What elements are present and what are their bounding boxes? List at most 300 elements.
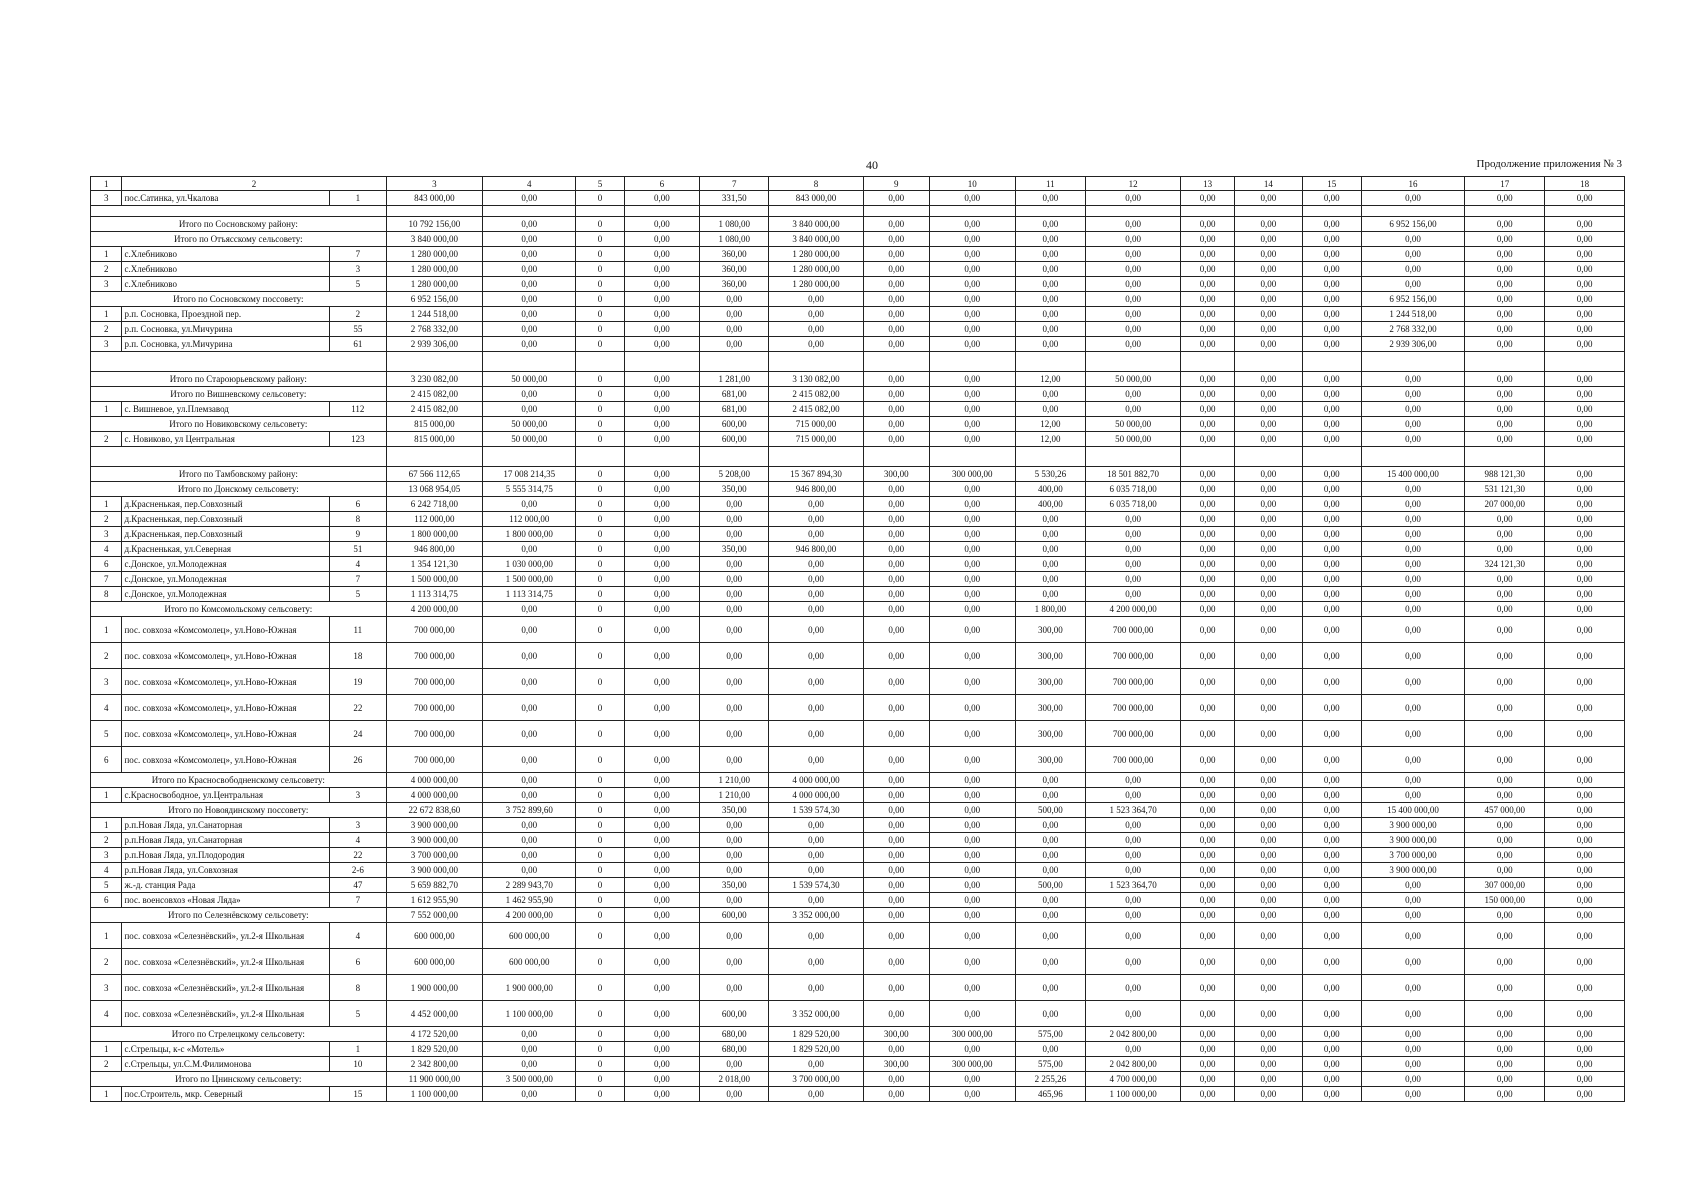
value-col-10: 0,00 — [929, 247, 1015, 262]
value-col-12: 0,00 — [1085, 542, 1180, 557]
value-col-12: 1 523 364,70 — [1085, 878, 1180, 893]
empty-cell — [1015, 206, 1085, 217]
value-col-7: 0,00 — [700, 848, 769, 863]
value-col-11: 0,00 — [1015, 773, 1085, 788]
value-col-8: 1 829 520,00 — [769, 1042, 863, 1057]
value-col-15: 0,00 — [1302, 402, 1361, 417]
value-col-10: 0,00 — [929, 527, 1015, 542]
value-col-7: 0,00 — [700, 602, 769, 617]
value-col-8: 0,00 — [769, 587, 863, 602]
row-index: 4 — [91, 863, 122, 878]
value-col-14: 0,00 — [1234, 747, 1302, 773]
value-col-10: 0,00 — [929, 432, 1015, 447]
value-col-14: 0,00 — [1234, 557, 1302, 572]
value-col-18: 0,00 — [1545, 482, 1625, 497]
value-col-9: 0,00 — [863, 417, 929, 432]
value-col-16: 0,00 — [1361, 1042, 1465, 1057]
value-col-12: 50 000,00 — [1085, 417, 1180, 432]
value-col-5: 0 — [576, 527, 624, 542]
value-col-13: 0,00 — [1181, 292, 1234, 307]
value-col-16: 0,00 — [1361, 617, 1465, 643]
value-col-10: 0,00 — [929, 1087, 1015, 1102]
value-col-17: 0,00 — [1465, 277, 1545, 292]
value-col-13: 0,00 — [1181, 803, 1234, 818]
value-col-6: 0,00 — [624, 387, 699, 402]
value-col-9: 0,00 — [863, 669, 929, 695]
value-col-13: 0,00 — [1181, 1042, 1234, 1057]
value-col-14: 0,00 — [1234, 1087, 1302, 1102]
value-col-5: 0 — [576, 1001, 624, 1027]
value-col-8: 0,00 — [769, 848, 863, 863]
value-col-13: 0,00 — [1181, 232, 1234, 247]
value-col-6: 0,00 — [624, 908, 699, 923]
value-col-7: 600,00 — [700, 417, 769, 432]
value-col-6: 0,00 — [624, 232, 699, 247]
value-col-9: 300,00 — [863, 1057, 929, 1072]
value-col-4: 0,00 — [483, 1042, 576, 1057]
empty-cell — [700, 352, 769, 372]
value-col-7: 0,00 — [700, 975, 769, 1001]
value-col-17: 0,00 — [1465, 1027, 1545, 1042]
house-number: 2 — [330, 307, 387, 322]
row-index: 3 — [91, 191, 122, 206]
value-col-14: 0,00 — [1234, 975, 1302, 1001]
empty-cell — [1234, 352, 1302, 372]
value-col-10: 0,00 — [929, 1042, 1015, 1057]
value-col-3: 1 612 955,90 — [386, 893, 482, 908]
value-col-11: 0,00 — [1015, 848, 1085, 863]
empty-cell — [576, 206, 624, 217]
value-col-14: 0,00 — [1234, 818, 1302, 833]
value-col-3: 843 000,00 — [386, 191, 482, 206]
value-col-4: 1 800 000,00 — [483, 527, 576, 542]
value-col-7: 681,00 — [700, 387, 769, 402]
spacer-row — [91, 447, 1625, 467]
header-row — [91, 177, 1625, 191]
value-col-5: 0 — [576, 643, 624, 669]
empty-cell — [769, 352, 863, 372]
value-col-16: 0,00 — [1361, 878, 1465, 893]
value-col-15: 0,00 — [1302, 893, 1361, 908]
value-col-14: 0,00 — [1234, 617, 1302, 643]
subtotal-label: Итого по Вишневскому сельсовету: — [91, 387, 387, 402]
value-col-6: 0,00 — [624, 949, 699, 975]
value-col-16: 0,00 — [1361, 949, 1465, 975]
value-col-10: 0,00 — [929, 949, 1015, 975]
value-col-16: 1 244 518,00 — [1361, 307, 1465, 322]
house-number: 11 — [330, 617, 387, 643]
empty-cell — [1181, 206, 1234, 217]
value-col-13: 0,00 — [1181, 191, 1234, 206]
value-col-11: 0,00 — [1015, 572, 1085, 587]
value-col-5: 0 — [576, 292, 624, 307]
value-col-8: 1 539 574,30 — [769, 878, 863, 893]
value-col-7: 600,00 — [700, 908, 769, 923]
value-col-11: 0,00 — [1015, 247, 1085, 262]
house-number: 47 — [330, 878, 387, 893]
value-col-9: 0,00 — [863, 818, 929, 833]
value-col-14: 0,00 — [1234, 721, 1302, 747]
empty-cell — [1085, 206, 1180, 217]
value-col-4: 50 000,00 — [483, 372, 576, 387]
value-col-16: 0,00 — [1361, 277, 1465, 292]
value-col-9: 0,00 — [863, 402, 929, 417]
value-col-14: 0,00 — [1234, 307, 1302, 322]
value-col-6: 0,00 — [624, 292, 699, 307]
value-col-13: 0,00 — [1181, 417, 1234, 432]
address-row — [91, 497, 1625, 512]
value-col-4: 3 752 899,60 — [483, 803, 576, 818]
value-col-16: 0,00 — [1361, 512, 1465, 527]
address-cell: д.Красненькая, пер.Совхозный — [122, 512, 330, 527]
value-col-6: 0,00 — [624, 247, 699, 262]
value-col-18: 0,00 — [1545, 949, 1625, 975]
address-row — [91, 307, 1625, 322]
value-col-6: 0,00 — [624, 803, 699, 818]
house-number: 22 — [330, 695, 387, 721]
value-col-7: 350,00 — [700, 482, 769, 497]
address-row — [91, 669, 1625, 695]
spacer-row — [91, 352, 1625, 372]
value-col-4: 0,00 — [483, 1087, 576, 1102]
value-col-3: 1 500 000,00 — [386, 572, 482, 587]
value-col-8: 0,00 — [769, 721, 863, 747]
value-col-18: 0,00 — [1545, 669, 1625, 695]
empty-cell — [769, 206, 863, 217]
value-col-14: 0,00 — [1234, 322, 1302, 337]
value-col-15: 0,00 — [1302, 322, 1361, 337]
value-col-3: 67 566 112,65 — [386, 467, 482, 482]
value-col-17: 0,00 — [1465, 643, 1545, 669]
empty-cell — [929, 352, 1015, 372]
value-col-8: 946 800,00 — [769, 542, 863, 557]
value-col-11: 5 530,26 — [1015, 467, 1085, 482]
empty-cell — [576, 447, 624, 467]
value-col-12: 0,00 — [1085, 322, 1180, 337]
empty-cell — [1545, 447, 1625, 467]
value-col-7: 0,00 — [700, 572, 769, 587]
value-col-5: 0 — [576, 1057, 624, 1072]
value-col-7: 0,00 — [700, 818, 769, 833]
column-number: 11 — [1015, 177, 1085, 191]
empty-cell — [624, 352, 699, 372]
value-col-12: 50 000,00 — [1085, 372, 1180, 387]
value-col-10: 0,00 — [929, 387, 1015, 402]
value-col-14: 0,00 — [1234, 387, 1302, 402]
value-col-16: 6 952 156,00 — [1361, 292, 1465, 307]
value-col-5: 0 — [576, 232, 624, 247]
empty-cell — [91, 352, 387, 372]
value-col-7: 600,00 — [700, 1001, 769, 1027]
value-col-15: 0,00 — [1302, 262, 1361, 277]
value-col-11: 2 255,26 — [1015, 1072, 1085, 1087]
value-col-8: 2 415 082,00 — [769, 402, 863, 417]
value-col-15: 0,00 — [1302, 247, 1361, 262]
value-col-10: 0,00 — [929, 217, 1015, 232]
value-col-14: 0,00 — [1234, 402, 1302, 417]
address-row — [91, 643, 1625, 669]
value-col-10: 0,00 — [929, 322, 1015, 337]
value-col-18: 0,00 — [1545, 788, 1625, 803]
value-col-3: 2 939 306,00 — [386, 337, 482, 352]
row-index: 2 — [91, 1057, 122, 1072]
value-col-15: 0,00 — [1302, 482, 1361, 497]
value-col-11: 0,00 — [1015, 217, 1085, 232]
value-col-12: 0,00 — [1085, 277, 1180, 292]
value-col-12: 0,00 — [1085, 572, 1180, 587]
value-col-8: 0,00 — [769, 893, 863, 908]
value-col-8: 0,00 — [769, 1057, 863, 1072]
row-index: 3 — [91, 975, 122, 1001]
value-col-15: 0,00 — [1302, 1087, 1361, 1102]
value-col-15: 0,00 — [1302, 587, 1361, 602]
appendix-continuation-note: Продолжение приложения № 3 — [1476, 158, 1622, 170]
value-col-4: 0,00 — [483, 292, 576, 307]
value-col-9: 0,00 — [863, 307, 929, 322]
column-number: 9 — [863, 177, 929, 191]
house-number: 5 — [330, 277, 387, 292]
house-number: 9 — [330, 527, 387, 542]
value-col-3: 7 552 000,00 — [386, 908, 482, 923]
value-col-4: 0,00 — [483, 1057, 576, 1072]
house-number: 6 — [330, 497, 387, 512]
value-col-6: 0,00 — [624, 497, 699, 512]
value-col-14: 0,00 — [1234, 482, 1302, 497]
value-col-9: 0,00 — [863, 617, 929, 643]
value-col-3: 10 792 156,00 — [386, 217, 482, 232]
value-col-8: 715 000,00 — [769, 432, 863, 447]
value-col-18: 0,00 — [1545, 1057, 1625, 1072]
value-col-17: 0,00 — [1465, 542, 1545, 557]
value-col-4: 0,00 — [483, 669, 576, 695]
value-col-7: 331,50 — [700, 191, 769, 206]
address-cell: пос. совхоза «Комсомолец», ул.Ново-Южная — [122, 747, 330, 773]
value-col-6: 0,00 — [624, 669, 699, 695]
value-col-17: 0,00 — [1465, 432, 1545, 447]
value-col-18: 0,00 — [1545, 643, 1625, 669]
house-number: 5 — [330, 587, 387, 602]
column-number: 15 — [1302, 177, 1361, 191]
empty-cell — [386, 447, 482, 467]
empty-cell — [700, 206, 769, 217]
value-col-18: 0,00 — [1545, 893, 1625, 908]
house-number: 2-6 — [330, 863, 387, 878]
value-col-10: 0,00 — [929, 721, 1015, 747]
value-col-8: 3 840 000,00 — [769, 232, 863, 247]
row-index: 1 — [91, 402, 122, 417]
value-col-12: 2 042 800,00 — [1085, 1027, 1180, 1042]
value-col-5: 0 — [576, 512, 624, 527]
value-col-4: 3 500 000,00 — [483, 1072, 576, 1087]
row-index: 6 — [91, 557, 122, 572]
subtotal-label: Итого по Цнинскому сельсовету: — [91, 1072, 387, 1087]
value-col-6: 0,00 — [624, 512, 699, 527]
value-col-9: 0,00 — [863, 482, 929, 497]
value-col-17: 0,00 — [1465, 1042, 1545, 1057]
empty-cell — [1234, 447, 1302, 467]
value-col-10: 0,00 — [929, 803, 1015, 818]
empty-cell — [1302, 206, 1361, 217]
value-col-3: 1 244 518,00 — [386, 307, 482, 322]
value-col-11: 0,00 — [1015, 232, 1085, 247]
value-col-11: 300,00 — [1015, 643, 1085, 669]
value-col-13: 0,00 — [1181, 773, 1234, 788]
housing-program-table — [90, 176, 1625, 1102]
value-col-17: 0,00 — [1465, 949, 1545, 975]
spacer-row — [91, 206, 1625, 217]
value-col-18: 0,00 — [1545, 512, 1625, 527]
value-col-12: 0,00 — [1085, 863, 1180, 878]
value-col-5: 0 — [576, 497, 624, 512]
value-col-5: 0 — [576, 337, 624, 352]
value-col-8: 0,00 — [769, 337, 863, 352]
value-col-7: 0,00 — [700, 949, 769, 975]
address-row — [91, 432, 1625, 447]
value-col-15: 0,00 — [1302, 512, 1361, 527]
value-col-11: 300,00 — [1015, 617, 1085, 643]
value-col-11: 0,00 — [1015, 277, 1085, 292]
value-col-8: 0,00 — [769, 923, 863, 949]
value-col-5: 0 — [576, 949, 624, 975]
value-col-7: 350,00 — [700, 803, 769, 818]
address-cell: пос. совхоза «Селезнёвский», ул.2-я Школьная — [122, 1001, 330, 1027]
value-col-6: 0,00 — [624, 893, 699, 908]
column-number: 13 — [1181, 177, 1234, 191]
value-col-7: 360,00 — [700, 277, 769, 292]
column-number: 18 — [1545, 177, 1625, 191]
value-col-12: 700 000,00 — [1085, 617, 1180, 643]
address-cell: р.п.Новая Ляда, ул.Санаторная — [122, 818, 330, 833]
value-col-15: 0,00 — [1302, 467, 1361, 482]
value-col-10: 0,00 — [929, 262, 1015, 277]
value-col-18: 0,00 — [1545, 818, 1625, 833]
value-col-4: 600 000,00 — [483, 923, 576, 949]
house-number: 4 — [330, 557, 387, 572]
value-col-6: 0,00 — [624, 602, 699, 617]
value-col-13: 0,00 — [1181, 878, 1234, 893]
value-col-11: 0,00 — [1015, 387, 1085, 402]
house-number: 51 — [330, 542, 387, 557]
value-col-7: 0,00 — [700, 587, 769, 602]
address-cell: с.Донское, ул.Молодежная — [122, 587, 330, 602]
house-number: 1 — [330, 1042, 387, 1057]
value-col-8: 0,00 — [769, 527, 863, 542]
house-number: 4 — [330, 833, 387, 848]
value-col-14: 0,00 — [1234, 1027, 1302, 1042]
value-col-3: 3 840 000,00 — [386, 232, 482, 247]
value-col-12: 0,00 — [1085, 402, 1180, 417]
value-col-16: 0,00 — [1361, 602, 1465, 617]
subtotal-label: Итого по Отъясскому сельсовету: — [91, 232, 387, 247]
address-row — [91, 617, 1625, 643]
empty-cell — [1181, 352, 1234, 372]
value-col-14: 0,00 — [1234, 878, 1302, 893]
value-col-5: 0 — [576, 803, 624, 818]
value-col-18: 0,00 — [1545, 975, 1625, 1001]
value-col-11: 0,00 — [1015, 542, 1085, 557]
value-col-9: 0,00 — [863, 893, 929, 908]
value-col-10: 0,00 — [929, 277, 1015, 292]
value-col-18: 0,00 — [1545, 695, 1625, 721]
value-col-12: 0,00 — [1085, 893, 1180, 908]
value-col-16: 0,00 — [1361, 497, 1465, 512]
row-index: 1 — [91, 1042, 122, 1057]
value-col-18: 0,00 — [1545, 417, 1625, 432]
value-col-13: 0,00 — [1181, 602, 1234, 617]
empty-cell — [863, 352, 929, 372]
value-col-10: 0,00 — [929, 773, 1015, 788]
value-col-3: 946 800,00 — [386, 542, 482, 557]
value-col-6: 0,00 — [624, 262, 699, 277]
value-col-8: 2 415 082,00 — [769, 387, 863, 402]
value-col-17: 0,00 — [1465, 572, 1545, 587]
value-col-7: 360,00 — [700, 262, 769, 277]
value-col-3: 4 200 000,00 — [386, 602, 482, 617]
value-col-16: 0,00 — [1361, 417, 1465, 432]
address-cell: с.Хлебниково — [122, 247, 330, 262]
value-col-18: 0,00 — [1545, 773, 1625, 788]
value-col-16: 0,00 — [1361, 262, 1465, 277]
empty-cell — [863, 206, 929, 217]
value-col-11: 0,00 — [1015, 191, 1085, 206]
address-row — [91, 191, 1625, 206]
empty-cell — [483, 206, 576, 217]
house-number: 19 — [330, 669, 387, 695]
value-col-12: 0,00 — [1085, 833, 1180, 848]
empty-cell — [386, 206, 482, 217]
value-col-17: 0,00 — [1465, 923, 1545, 949]
value-col-11: 0,00 — [1015, 788, 1085, 803]
value-col-13: 0,00 — [1181, 1087, 1234, 1102]
value-col-6: 0,00 — [624, 572, 699, 587]
subtotal-label: Итого по Староюрьевскому району: — [91, 372, 387, 387]
value-col-14: 0,00 — [1234, 848, 1302, 863]
value-col-5: 0 — [576, 617, 624, 643]
value-col-15: 0,00 — [1302, 721, 1361, 747]
value-col-15: 0,00 — [1302, 1072, 1361, 1087]
value-col-8: 0,00 — [769, 975, 863, 1001]
value-col-14: 0,00 — [1234, 527, 1302, 542]
value-col-18: 0,00 — [1545, 387, 1625, 402]
empty-cell — [1085, 447, 1180, 467]
value-col-6: 0,00 — [624, 402, 699, 417]
value-col-8: 4 000 000,00 — [769, 773, 863, 788]
value-col-18: 0,00 — [1545, 497, 1625, 512]
value-col-7: 0,00 — [700, 747, 769, 773]
subtotal-row — [91, 372, 1625, 387]
value-col-16: 0,00 — [1361, 542, 1465, 557]
value-col-18: 0,00 — [1545, 721, 1625, 747]
value-col-17: 0,00 — [1465, 247, 1545, 262]
value-col-13: 0,00 — [1181, 277, 1234, 292]
value-col-4: 5 555 314,75 — [483, 482, 576, 497]
value-col-18: 0,00 — [1545, 322, 1625, 337]
value-col-3: 6 242 718,00 — [386, 497, 482, 512]
value-col-17: 0,00 — [1465, 217, 1545, 232]
address-row — [91, 863, 1625, 878]
empty-cell — [1085, 352, 1180, 372]
address-cell: д.Красненькая, ул.Северная — [122, 542, 330, 557]
value-col-6: 0,00 — [624, 1001, 699, 1027]
value-col-9: 0,00 — [863, 923, 929, 949]
subtotal-row — [91, 908, 1625, 923]
value-col-14: 0,00 — [1234, 863, 1302, 878]
value-col-9: 0,00 — [863, 1072, 929, 1087]
address-row — [91, 1042, 1625, 1057]
value-col-13: 0,00 — [1181, 848, 1234, 863]
address-row — [91, 893, 1625, 908]
address-row — [91, 721, 1625, 747]
